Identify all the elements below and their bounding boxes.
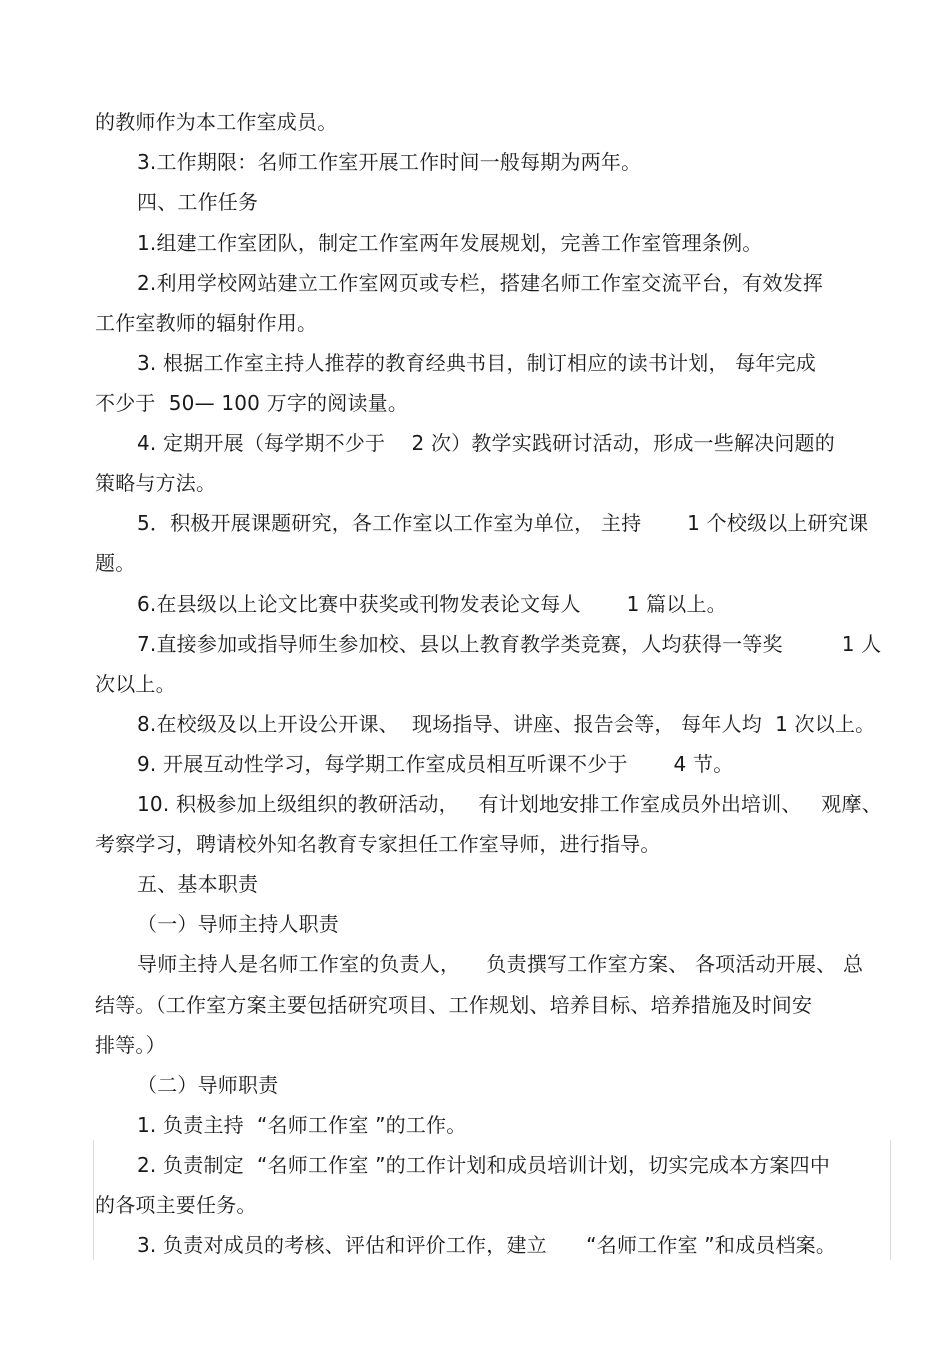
subsection-heading: （一）导师主持人职责 [137,912,339,936]
text-line: 排等。） [95,1033,166,1057]
section-heading: 四、工作任务 [137,190,259,214]
text-line: 9. 开展互动性学习，每学期工作室成员相互听课不少于 4 节。 [137,752,734,776]
text-line: 3.工作期限：名师工作室开展工作时间一般每期为两年。 [137,150,642,174]
text-line: 的各项主要任务。 [95,1193,257,1217]
text-line: 7.直接参加或指导师生参加校、县以上教育教学类竞赛，人均获得一等奖 1 人 [137,632,882,656]
text-line: 结等。（工作室方案主要包括研究项目、工作规划、培养目标、培养措施及时间安 [95,993,813,1017]
text-line: 考察学习，聘请校外知名教育专家担任工作室导师，进行指导。 [95,832,661,856]
text-line: 不少于 50— 100 万字的阅读量。 [95,391,409,415]
section-heading: 五、基本职责 [137,872,259,896]
text-line: 2.利用学校网站建立工作室网页或专栏，搭建名师工作室交流平台，有效发挥 [137,271,824,295]
text-line: 题。 [95,551,136,575]
text-line: 导师主持人是名师工作室的负责人， 负责撰写工作室方案、 各项活动开展、 总 [137,952,864,976]
text-line: 1.组建工作室团队，制定工作室两年发展规划，完善工作室管理条例。 [137,231,763,255]
text-line: 次以上。 [95,672,176,696]
text-line: 8.在校级及以上开设公开课、 现场指导、讲座、报告会等， 每年人均 1 次以上。 [137,712,876,736]
text-line: 1. 负责主持 “名师工作室 ”的工作。 [137,1113,467,1137]
text-line: 策略与方法。 [95,471,217,495]
text-line: 10. 积极参加上级组织的教研活动， 有计划地安排工作室成员外出培训、 观摩、 [137,792,882,816]
text-line: 6.在县级以上论文比赛中获奖或刊物发表论文每人 1 篇以上。 [137,592,727,616]
text-line: 3. 负责对成员的考核、评估和评价工作，建立 “名师工作室 ”和成员档案。 [137,1233,837,1257]
text-line: 5．积极开展课题研究，各工作室以工作室为单位， 主持 1 个校级以上研究课 [137,511,869,535]
subsection-heading: （二）导师职责 [137,1073,279,1097]
text-line: 的教师作为本工作室成员。 [95,110,338,134]
text-line: 2. 负责制定 “名师工作室 ”的工作计划和成员培训计划，切实完成本方案四中 [137,1153,831,1177]
text-line: 4. 定期开展（每学期不少于 2 次）教学实践研讨活动，形成一些解决问题的 [137,431,835,455]
text-line: 3. 根据工作室主持人推荐的教育经典书目，制订相应的读书计划， 每年完成 [137,351,816,375]
text-line: 工作室教师的辐射作用。 [95,311,318,335]
right-margin-rule [890,1140,891,1260]
left-margin-rule [93,1140,94,1260]
